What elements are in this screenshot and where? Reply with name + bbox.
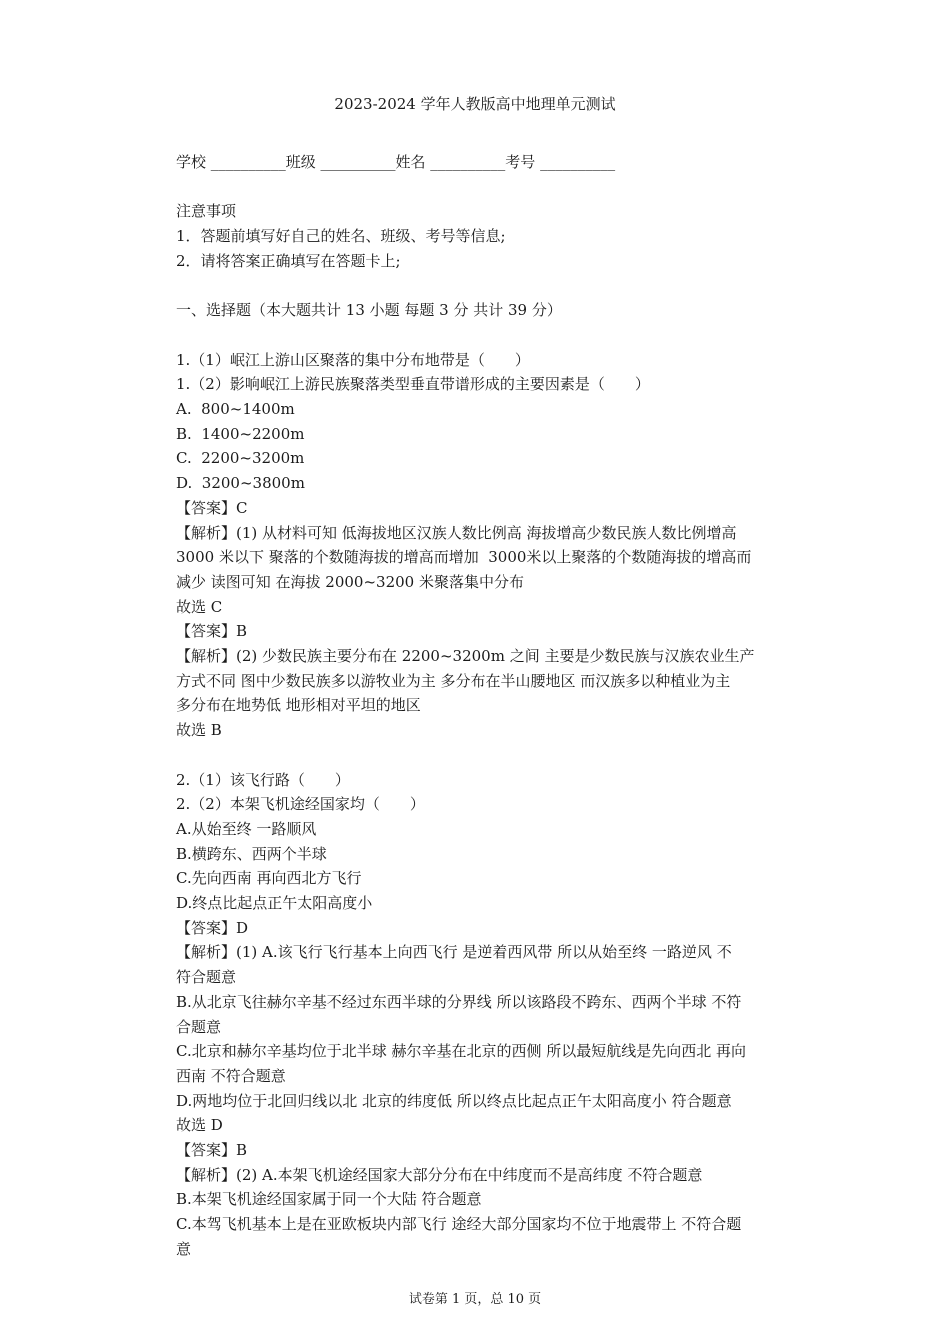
question-line: 1.（2）影响岷江上游民族聚落类型垂直带谱形成的主要因素是（ ） (176, 375, 650, 394)
analysis-line: B.本架飞机途经国家属于同一个大陆 符合题意 (176, 1190, 482, 1209)
page-title: 2023-2024 学年人教版高中地理单元测试 (334, 95, 616, 113)
analysis-line: 合题意 (176, 1017, 222, 1036)
page-footer: 试卷第 1 页，总 10 页 (408, 1292, 542, 1307)
answer-line: 【答案】D (176, 918, 249, 937)
notice-item: 2．请将答案正确填写在答题卡上; (176, 251, 401, 270)
option-line: A. 800~1400m (176, 399, 295, 418)
question-2 (176, 768, 806, 1262)
analysis-line: 多分布在地势低 地形相对平坦的地区 (176, 696, 421, 715)
question-line: 2.（2）本架飞机途经国家均（ ） (176, 795, 425, 814)
question-line: 1.（1）岷江上游山区聚落的集中分布地带是（ ） (176, 350, 530, 369)
analysis-line: D.两地均位于北回归线以北 北京的纬度低 所以终点比起点正午太阳高度小 符合题意 (176, 1091, 732, 1110)
analysis-line: 西南 不符合题意 (176, 1066, 286, 1085)
question-1 (176, 348, 806, 743)
analysis-line: 【解析】(2) 少数民族主要分布在 2200~3200m 之间 主要是少数民族与汉族农业生产 (176, 647, 755, 666)
option-line: D. 3200~3800m (176, 474, 305, 493)
analysis-line: 3000 米以下 聚落的个数随海拔的增高而增加 3000米以上聚落的个数随海拔的增高而 (176, 548, 752, 567)
section-heading: 一、选择题（本大题共计 13 小题 每题 3 分 共计 39 分） (176, 301, 562, 320)
option-line: D.终点比起点正午太阳高度小 (176, 894, 373, 913)
analysis-line: 减少 读图可知 在海拔 2000~3200 米聚落集中分布 (176, 572, 524, 591)
spacer (176, 175, 806, 200)
notice-item: 1．答题前填写好自己的姓名、班级、考号等信息; (176, 227, 506, 246)
spacer (176, 274, 806, 299)
answer-line: 【答案】B (176, 622, 248, 641)
notice-heading: 注意事项 (176, 202, 237, 221)
analysis-line: C.本驾飞机基本上是在亚欧板块内部飞行 途经大部分国家均不位于地震带上 不符合题 (176, 1215, 742, 1234)
option-line: C. 2200~3200m (176, 449, 305, 468)
analysis-line: 【解析】(1) 从材料可知 低海拔地区汉族人数比例高 海拔增高少数民族人数比例增高 (176, 523, 737, 542)
option-line: B. 1400~2200m (176, 424, 305, 443)
answer-line: 【答案】C (176, 498, 248, 517)
student-info-line: 学校 __________班级 __________姓名 __________考号 __________ (176, 153, 616, 171)
analysis-line: 意 (176, 1239, 192, 1258)
conclusion-line: 故选 C (176, 597, 223, 616)
question-line: 2.（1）该飞行路（ ） (176, 770, 350, 789)
document-body (176, 150, 806, 1262)
spacer (176, 743, 806, 768)
conclusion-line: 故选 B (176, 721, 222, 740)
analysis-line: B.从北京飞往赫尔辛基不经过东西半球的分界线 所以该路段不跨东、西两个半球 不符 (176, 992, 742, 1011)
spacer (176, 323, 806, 348)
answer-line: 【答案】B (176, 1141, 248, 1160)
analysis-line: 【解析】(1) A.该飞行飞行基本上向西飞行 是逆着西风带 所以从始至终 一路逆风 不 (176, 943, 732, 962)
option-line: A.从始至终 一路顺风 (176, 819, 317, 838)
analysis-line: 符合题意 (176, 968, 237, 987)
analysis-line: C.北京和赫尔辛基均位于北半球 赫尔辛基在北京的西侧 所以最短航线是先向西北 再向 (176, 1042, 747, 1061)
analysis-line: 方式不同 图中少数民族多以游牧业为主 多分布在半山腰地区 而汉族多以种植业为主 (176, 671, 731, 690)
conclusion-line: 故选 D (176, 1116, 223, 1135)
option-line: C.先向西南 再向西北方飞行 (176, 869, 362, 888)
option-line: B.横跨东、西两个半球 (176, 844, 327, 863)
analysis-line: 【解析】(2) A.本架飞机途经国家大部分分布在中纬度而不是高纬度 不符合题意 (176, 1165, 703, 1184)
